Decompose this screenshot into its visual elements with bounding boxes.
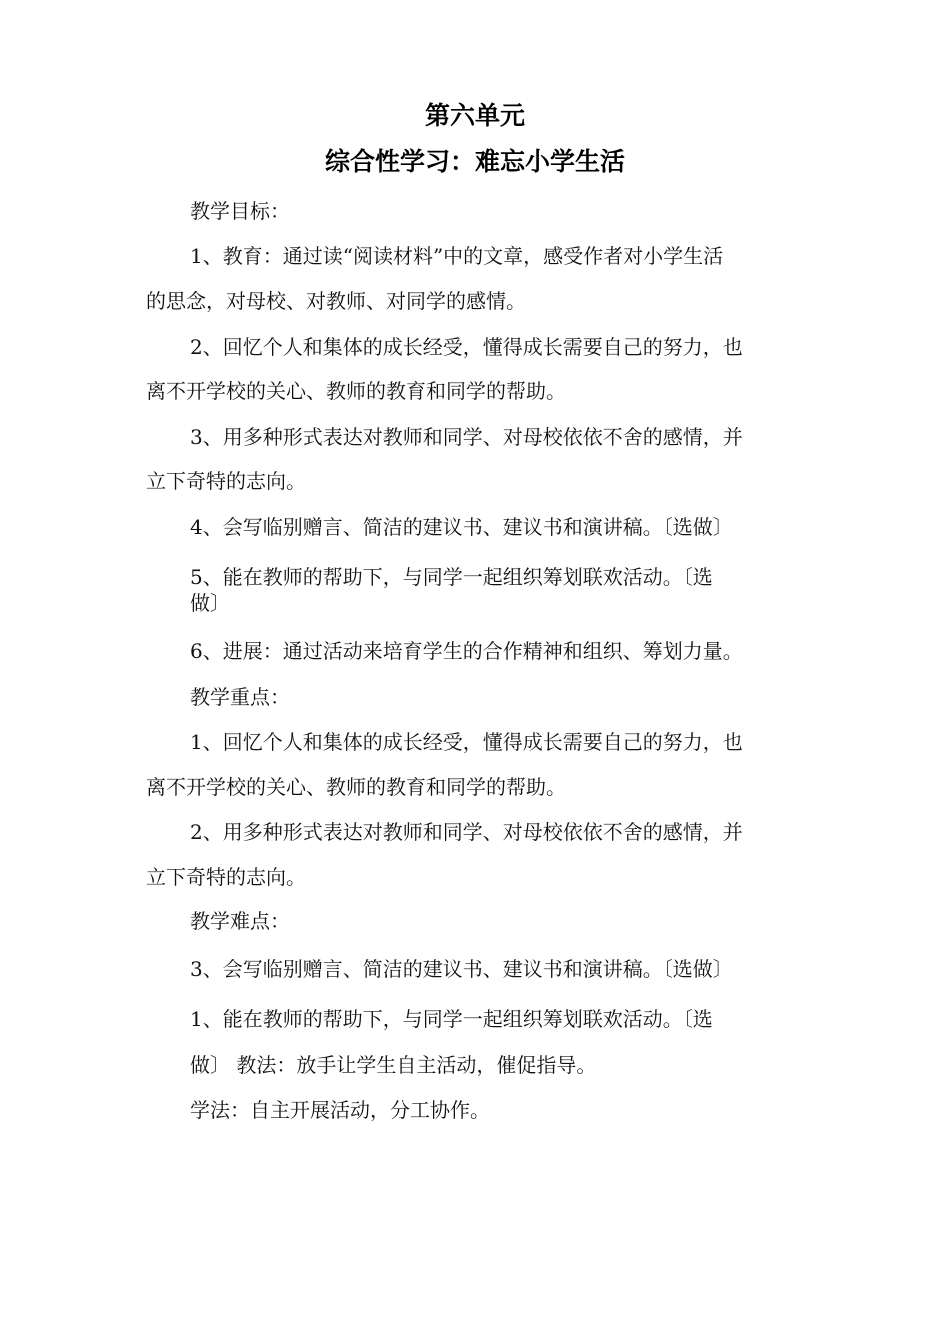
objective-1-line-1: 1、教育：通过读“阅读材料”中的文章，感受作者对小学生活 xyxy=(190,244,724,268)
objective-4: 4、会写临别赠言、简洁的建议书、建议书和演讲稿。〔选做〕 xyxy=(190,515,733,539)
lesson-title: 综合性学习：难忘小学生活 xyxy=(324,147,625,176)
section-heading-difficulties: 教学难点： xyxy=(190,909,290,933)
key-point-1-line-1: 1、回忆个人和集体的成长经受，懂得成长需要自己的努力，也 xyxy=(190,730,743,754)
unit-title: 第六单元 xyxy=(424,101,525,130)
difficulty-3: 3、会写临别赠言、简洁的建议书、建议书和演讲稿。〔选做〕 xyxy=(190,957,733,981)
section-heading-key-points: 教学重点： xyxy=(190,685,290,709)
key-point-2-line-1: 2、用多种形式表达对教师和同学、对母校依依不舍的感情，并 xyxy=(190,820,743,844)
objective-5-line-1: 5、能在教师的帮助下，与同学一起组织筹划联欢活动。〔选 xyxy=(190,565,713,589)
difficulty-1-line-2-teaching-method: 做〕 教法：放手让学生自主活动，催促指导。 xyxy=(190,1053,597,1077)
section-heading-objectives: 教学目标： xyxy=(190,199,290,223)
key-point-1-line-2: 离不开学校的关心、教师的教育和同学的帮助。 xyxy=(146,775,566,799)
objective-3-line-2: 立下奇特的志向。 xyxy=(146,469,306,493)
objective-5-line-2: 做〕 xyxy=(190,591,230,615)
objective-3-line-1: 3、用多种形式表达对教师和同学、对母校依依不舍的感情，并 xyxy=(190,425,743,449)
objective-2-line-1: 2、回忆个人和集体的成长经受，懂得成长需要自己的努力，也 xyxy=(190,335,743,359)
key-point-2-line-2: 立下奇特的志向。 xyxy=(146,865,306,889)
objective-2-line-2: 离不开学校的关心、教师的教育和同学的帮助。 xyxy=(146,379,566,403)
objective-1-line-2: 的思念，对母校、对教师、对同学的感情。 xyxy=(146,289,526,313)
difficulty-1-line-1: 1、能在教师的帮助下，与同学一起组织筹划联欢活动。〔选 xyxy=(190,1007,713,1031)
objective-6: 6、进展：通过活动来培育学生的合作精神和组织、筹划力量。 xyxy=(190,639,743,663)
learning-method: 学法：自主开展活动，分工协作。 xyxy=(190,1098,490,1122)
